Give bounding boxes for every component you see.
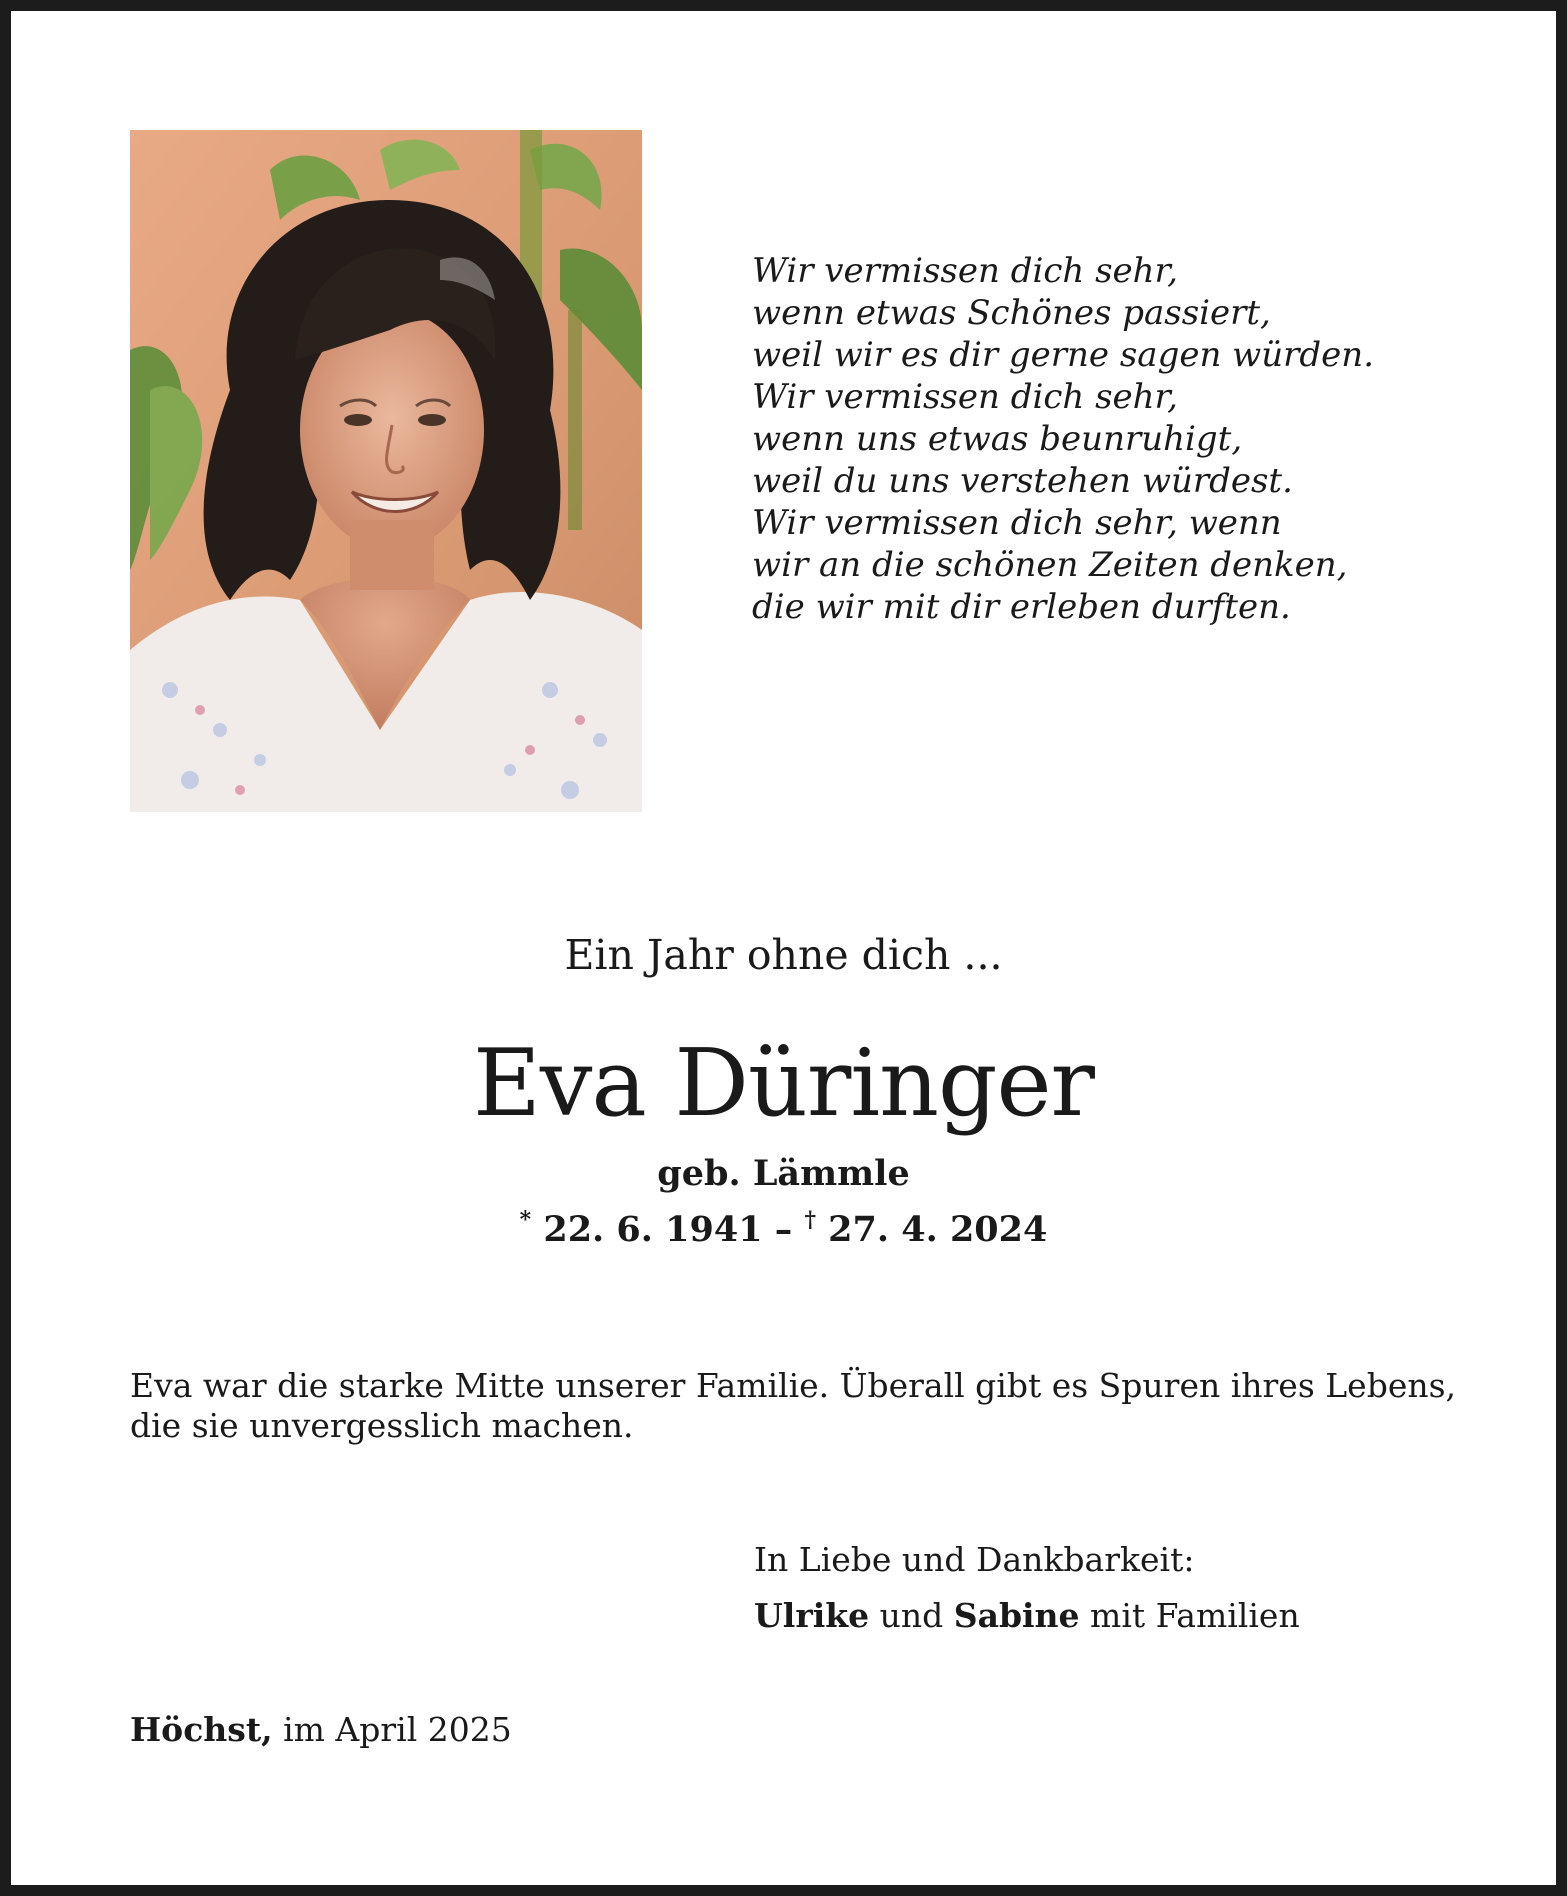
maiden-name: geb. Lämmle bbox=[657, 1153, 910, 1194]
portrait-illustration bbox=[130, 130, 642, 812]
poem-line: weil du uns verstehen würdest. bbox=[752, 461, 1293, 501]
poem-line: Wir vermissen dich sehr, bbox=[752, 377, 1178, 417]
tribute-line: die sie unvergesslich machen. bbox=[130, 1406, 634, 1445]
closing-signature bbox=[754, 1532, 1454, 1644]
portrait-photo bbox=[130, 130, 642, 812]
death-cross-icon: † bbox=[804, 1207, 816, 1233]
signatory-name: Sabine bbox=[953, 1596, 1080, 1635]
signatory-name: Ulrike bbox=[754, 1596, 870, 1635]
death-date: 27. 4. 2024 bbox=[828, 1209, 1048, 1250]
poem-line: weil wir es dir gerne sagen würden. bbox=[752, 335, 1375, 375]
poem-line: die wir mit dir erleben durften. bbox=[752, 587, 1291, 627]
date-text: im April 2025 bbox=[272, 1710, 512, 1749]
date-separator: – bbox=[762, 1209, 805, 1250]
place-name: Höchst, bbox=[130, 1710, 273, 1749]
poem-line: wenn etwas Schönes passiert, bbox=[752, 293, 1271, 333]
poem-line: Wir vermissen dich sehr, wenn bbox=[752, 503, 1282, 543]
poem-line: Wir vermissen dich sehr, bbox=[752, 251, 1178, 291]
family-suffix: mit Familien bbox=[1079, 1596, 1300, 1635]
birth-date: 22. 6. 1941 bbox=[543, 1209, 763, 1250]
connector-text: und bbox=[869, 1596, 954, 1635]
signatories bbox=[754, 1588, 1454, 1644]
poem-line: wenn uns etwas beunruhigt, bbox=[752, 419, 1243, 459]
closing-greeting: In Liebe und Dankbarkeit: bbox=[754, 1540, 1195, 1579]
tribute-line: Eva war die starke Mitte unserer Familie. Überall gibt es Spuren ihres Lebens, bbox=[130, 1366, 1457, 1405]
birth-star-icon: * bbox=[519, 1207, 532, 1233]
headline: Ein Jahr ohne dich ... bbox=[564, 931, 1003, 979]
poem-line: wir an die schönen Zeiten denken, bbox=[752, 545, 1348, 585]
tribute-text bbox=[130, 1366, 1460, 1446]
memorial-poem bbox=[752, 250, 1432, 628]
deceased-name: Eva Düringer bbox=[472, 1029, 1095, 1137]
life-dates bbox=[0, 1198, 1567, 1252]
place-and-date bbox=[130, 1710, 830, 1750]
